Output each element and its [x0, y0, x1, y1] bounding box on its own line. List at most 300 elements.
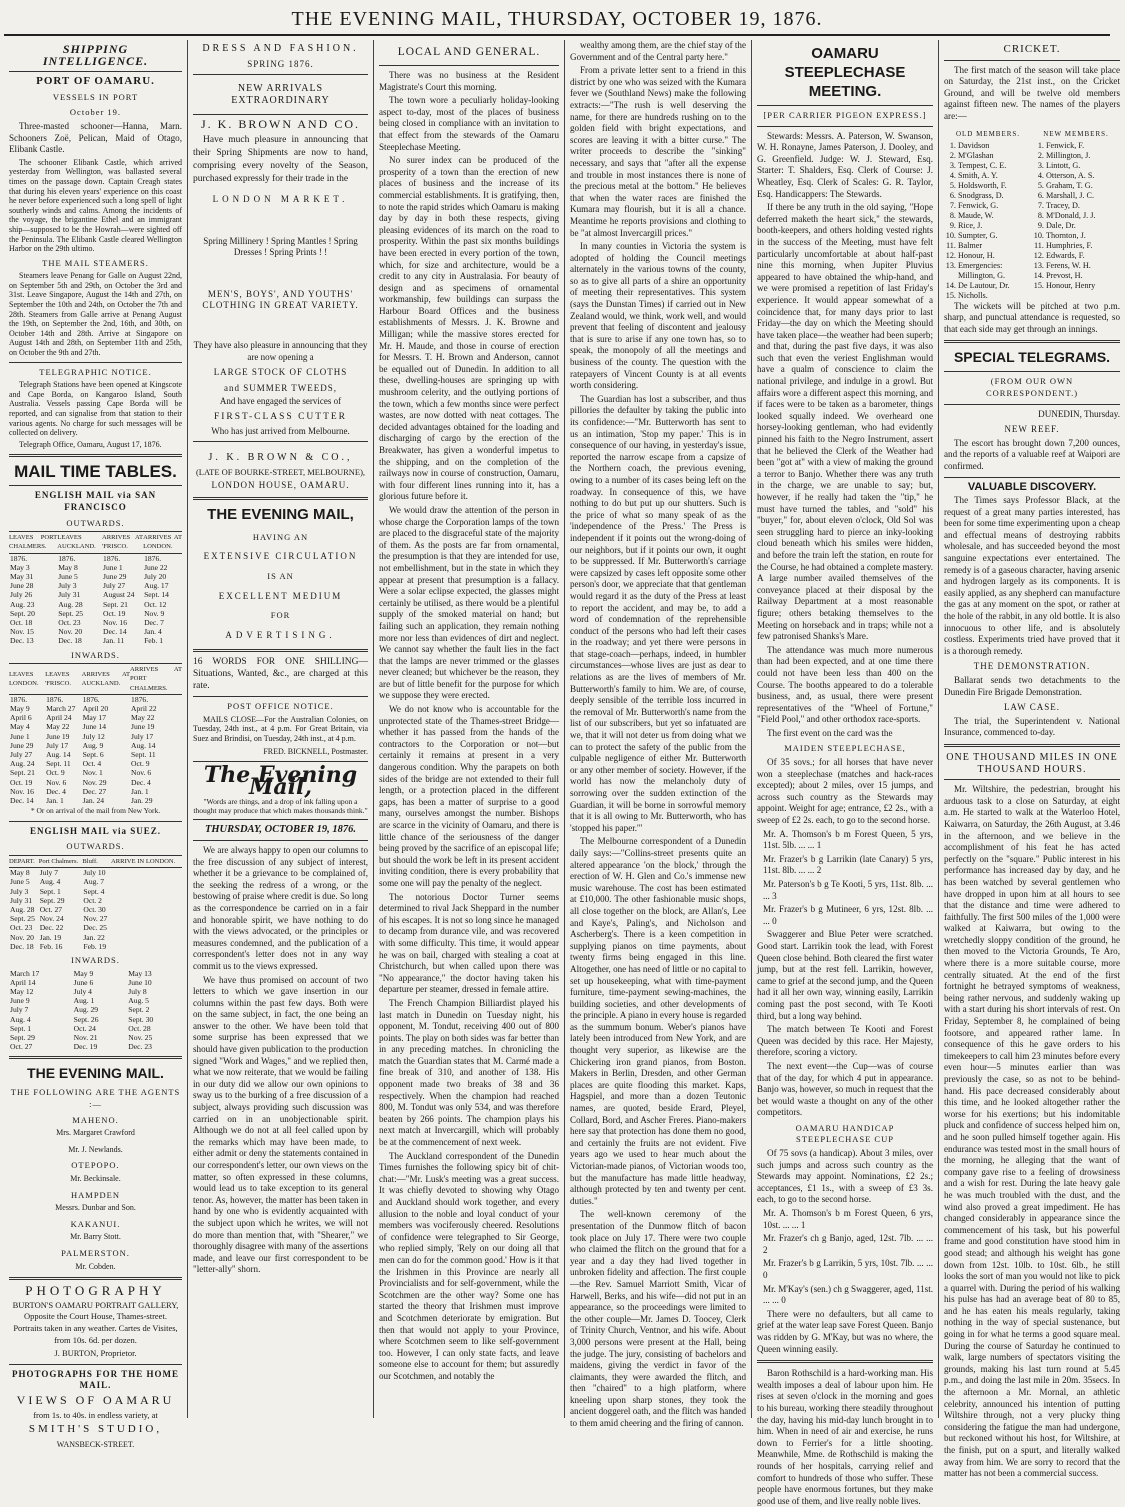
table-row	[9, 722, 182, 731]
table-cell: Sept. 1	[39, 886, 61, 896]
table-cell: Nov. 16	[103, 617, 127, 627]
article-paragraph: The Auckland correspondent of the Dunedin Times furnishes the following spicy bit of chit-chat:—"Mr. Lusk's meeting was a great success. It was chiefly devoted to showing why Otago and Auckland should work together, and every allusion to the noble and loyal conduct of your members was vociferously cheered. Resolutions of confidence were telegraphed to Sir George, who replied simply, 'Rely on our doing all that men can do for the common good.' How is it that the Irishmen in this Province are nearly all Provincialists and for self-government, while the Scotchmen are the other way? Some one has started the theory that Irishmen must improve and Scotchmen deteriorate by emigration. But then that would not apply to your Province, where Scotchmen seem to like self-government too. However, I can only state facts, and leave someone else to account for them; but assuredly our Scotchmen, and notably the	[379, 1150, 559, 1381]
table-cell: May 8	[10, 868, 30, 878]
divider	[193, 497, 368, 500]
member-name: 1. Davidson	[958, 141, 1032, 151]
table-cell: March 27	[46, 704, 76, 713]
studio-street: WANSBECK-STREET.	[56, 1439, 135, 1449]
table-cell: Jan. 11	[103, 636, 125, 646]
photo-sign: J. BURTON, Proprietor.	[54, 1348, 137, 1359]
article-paragraph: The French Champion Billiardist played his last match in Dunedin on Tuesday night, his opponent, M. Tondut, receiving 400 out of 800 points. The play on both sides was far better than in any preceding matches. In chronicling the match the Guardian states that M. Carmé made a fine break of 310, and another of 138. His opponent made two breaks of 38 and 36 respectively. When the champion had reached 800, M. Tondut was only 534, and was therefore beaten by 266 points. The champion plays his next match at Invercargill, which will probably be at the commencement of next week.	[379, 997, 559, 1148]
race-runner: Mr. Frazer's ch g Banjo, aged, 12st. 7lb. ... ... 2	[763, 1233, 933, 1255]
column-steeplechase	[752, 40, 939, 1506]
column-news-continued	[565, 40, 752, 1429]
cutter-text: And have engaged the services of	[219, 396, 342, 407]
table-cell: Oct. 27	[10, 1042, 33, 1052]
sf-heading: ENGLISH MAIL via SAN FRANCISCO	[34, 490, 157, 512]
table-row	[9, 896, 182, 905]
table-row	[9, 713, 182, 722]
member-name: 11. Balmer	[958, 241, 1032, 251]
divider	[944, 404, 1120, 405]
table-cell: Dec. 22	[39, 923, 64, 933]
divider	[193, 114, 368, 115]
table-header-cell: DEPART.	[9, 856, 39, 868]
firm2-place: LONDON HOUSE, OAMARU.	[211, 480, 350, 491]
table-cell: Aug. 29	[73, 1005, 99, 1015]
table-row	[9, 1033, 182, 1042]
table-row	[9, 1005, 182, 1014]
table-cell: May 9	[73, 968, 94, 978]
table-cell: Aug. 4	[39, 877, 61, 887]
member-name: 4. Otterson, A. S.	[1046, 171, 1120, 181]
table-cell: June 10	[128, 977, 152, 987]
divider	[9, 1056, 182, 1059]
table-cell: Aug. 14	[131, 740, 156, 750]
table-row	[9, 978, 182, 987]
suez-outwards-table	[9, 855, 182, 951]
article-paragraph: The Guardian has lost a subscriber, and thus pillories the defaulter by taking the public into its confidence:—"Mr. Butterworth has sent to us an intimation, 'Stop my paper.' This is in consequence of our having, in yesterday's issue, reported the narrow escape from a capsize of the Northern coach, the previous evening, owing to a number of its cases being left on the roadway. In consequence of this, we have nothing to do but put up our shutters. Such is the price of what so many speak of as the 'independence of the Press.' The Press is independent if it points out the wrong-doing of our neighbors, but if it points our own, it ought to be suppressed. If Mr. Butterworth's carriage were capsized by cases left opposite some other person's door, we appreciate that that gentleman would regard it as the duty of the Press at least to report the accident, and may be, to add a word of condemnation of the reprehensible conduct of the persons who had left their cases in the roadway; and yet there were persons in that stage-coach—perhaps, indeed, in humbler circumstances—whose lives are just as dear to relations as are the lives of members of Mr. Butterworth's family to him. We are, of course, deeply sensible of the terrible loss incurred in the removal of Mr. Butterworth's name from the list of our subscribers, but yet so infatuated are we, that it will not deter us from doing what we can to protect the safety of the public from the culpable negligence of either Mr. Butterworth or any other member of society. However, if the world has now the melancholy duty of sorrowing over the sudden extinction of the Guardian, it will be borne in sorrowful memory that it is all owing to Mr. Butterworth, who has 'stopped his paper.'"	[570, 393, 746, 833]
divider	[9, 821, 182, 822]
shipping-heading: SHIPPING INTELLIGENCE.	[42, 42, 149, 68]
article-paragraph: The Melbourne correspondent of a Dunedin daily says:—"Collins-street presents quite an altered appearance 'on the block,' through the erection of W. H. Glen and Co.'s immense new music warehouse. The cost has been estimated at £10,000. The other fashionable music shops, all close together on the block, are Allan's, Lee and Kaye's, Paling's, and Nicholson and Ascherberg's. There is a keen competition in supplying pianos on time payments, about twenty firms being engaged in this line. Altogether, one has need of little or no capital to set up housekeeping, what with time-payment furniture, time-payment sewing-machines, the building societies, and other developments of the principle. A piano in every house is regarded as the summum bonum. Weber's pianos have lately been introduced from New York, and are thought very superior, as likewise are the Chickering iron grand pianos, from Boston. Makers in Berlin, Dresden, and other German places are quite flooding this market. Kaps, Hagspiel, and more than a dozen Teutonic names, are quoted, beside Erard, Pleyel, Collard, Bord, and Ascher Freres. Piano-makers here say that protection has done them no good, and certainly the fruits are not evident. Five years ago we used to hear much about the Victorian-made pianos, of Victorian woods too, but the manufacture has made little headway, although protected by ten and twenty per cent. duties."	[570, 836, 747, 1206]
wickets-text: The wickets will be pitched at two p.m. sharp, and punctual attendance is requested, so that each side may get through an innings.	[944, 300, 1120, 334]
table-row	[9, 768, 182, 777]
table-cell: July 17	[131, 731, 154, 741]
newspaper-page	[4, 4, 1120, 1506]
table-cell: Nov. 9	[144, 608, 165, 618]
table-cell: May 12	[10, 987, 34, 997]
table-cell: July 8	[128, 987, 147, 997]
table-row	[9, 787, 182, 796]
race1-report2: The match between Te Kooti and Forest Queen was decided by this race. Her Majesty, therefore, scoring a victory.	[757, 1024, 933, 1058]
table-row	[9, 563, 182, 572]
table-header-cell: Bluff.	[82, 856, 111, 868]
firm2-name: J. K. BROWN & CO.,	[208, 452, 353, 464]
market-heading: LONDON MARKET.	[212, 193, 349, 204]
divider	[193, 840, 368, 841]
race-runner: Mr. A. Thomson's b m Forest Queen, 6 yrs, 10st. ... ... 1	[763, 1208, 933, 1230]
table-cell: Nov. 20	[58, 627, 83, 637]
spring-heading: SPRING 1876.	[247, 58, 314, 69]
table-cell: April 14	[10, 977, 36, 987]
divider	[379, 65, 559, 66]
vessels-date: October 19.	[69, 107, 122, 118]
table-cell: Oct. 23	[10, 923, 33, 933]
race-runner: Mr. Paterson's b g Te Kooti, 5 yrs, 11st. 8lb. ... ... 3	[763, 879, 933, 901]
member-name: 1. Fenwick, F.	[1046, 141, 1120, 151]
member-name: 15. Nicholls.	[958, 291, 1032, 301]
table-cell: July 12	[82, 731, 105, 741]
telegraphic-text: Telegraph Stations have been opened at Kingscote and Cape Borda, on Kangaroo Island, South Australia. Vessels passing Cape Borda will be reported, and can signalise from that station to their various agents. No charge for such messages will be collected on delivery.	[9, 380, 182, 438]
table-cell: Dec. 27	[82, 786, 107, 796]
table-cell: Oct. 23	[58, 617, 81, 627]
post-text: MAILS CLOSE—For the Australian Colonies, on Tuesday, 24th inst., at 4 p.m. For Great Britain, via Suez and Brindisi, on Tuesday, 24th inst., at 4 p.m.	[193, 714, 368, 743]
table-row	[9, 694, 182, 704]
miles-heading: ONE THOUSAND MILES IN ONE THOUSAND HOURS.	[946, 751, 1118, 775]
article-paragraph: The notorious Doctor Turner seems determined to rival Jack Sheppard in the number of his escapes. It is not so long since he managed to decamp from durance vile, and was recovered with some difficulty. This time, it would appear he was on bail, charged with stealing a coat at Christchurch, but when called upon there was "No appearance," the doctor having taken his departure per steamer, dressed in female attire.	[379, 891, 559, 995]
photo-heading: PHOTOGRAPHY	[25, 1283, 166, 1299]
divider	[9, 1364, 182, 1365]
table-row	[9, 923, 182, 932]
em-heading: THE EVENING MAIL,	[207, 505, 354, 523]
table-cell: Oct. 9	[46, 768, 65, 778]
member-name: 10. Thornton, J.	[1046, 231, 1120, 241]
mail-steamers-text: Steamers leave Penang for Galle on August 22nd, on September 5th and 29th, on October the 3rd and 31st. Leave Singapore, August the 14th and 27th, on September the 10th and 24th, on October the 7th and 28th. Steamers from Galle arrive at Penang August the 19th, on September the 2nd, 16th, and 30th, on October 14th and 28th. Arrive at Singapore on August 14th and 28th, on September 11th and 25th, on October the 9th and 27th.	[9, 271, 182, 358]
table-cell: May 8	[58, 562, 78, 572]
column-advertisements	[188, 40, 374, 1418]
news-paragraphs	[570, 40, 746, 1430]
table-row	[9, 905, 182, 914]
cutter-heading: FIRST-CLASS CUTTER	[213, 411, 348, 422]
local-paragraphs	[379, 70, 559, 1383]
table-row	[9, 618, 182, 627]
divider	[944, 60, 1120, 61]
table-cell: Sept. 6	[82, 750, 104, 760]
blackletter-title: The Evening Mail,	[203, 762, 358, 800]
table-cell: Dec. 25	[83, 923, 107, 933]
article-paragraph: If there be any truth in the old saying, "Hope deferred maketh the heart sick," the stewards, booth-keepers, and others holding vested rights in the success of the Meeting, must have felt particularly uncomfortable at about half-past nine this morning, when Jupiter Pluvius appeared to have obtained the whip-hand, and we were promised a repetition of last Friday's experience. It would appear somewhat of a coincidence that, for many days prior to last Friday—the day on which the Meeting should have taken place—the weather had been superb; and that, during the past five days, it was also such that even the veriest Englishman would have a qualm of conscience to claim the national privilege, and indulge in a growl. But affairs wore a different aspect this morning, and if faces were to be taken as a barometer, things looked squally indeed. We overheard one horsey-looking gentleman, who had evidently pinned his faith to the Negro Instrument, assert that he believed the Clerk of the Weather had been "got at" with a view of making the ground a terror to Banjo. Whether there was any truth in the charge, we are unable to say; but, however, if he really had taken the "tip," he must have turned the tables, and "sold" his "buyer," for, about eleven o'clock, Old Sol was seen struggling hard to pierce an inky-looking cloud beneath which his smiles were hidden, and before the train left the station, en route for the Course, he had obtained a complete mastery. A large number availed themselves of the conveyance placed at their disposal by the Railway Department at a most reasonable figure; others betaking themselves to the Meeting on horseback and in traps; while not a few patronised Shanks's Mare.	[757, 202, 933, 642]
miles-text: Mr. Wiltshire, the pedestrian, brought his arduous task to a close on Saturday, at eight a.m. He started to walk at the Waterloo Hotel, Kaiwarra, on Saturday, the 26th August, at 3.46 in the afternoon, and we believe in the accomplishment of his feat he has acted perfectly on the "square." Public interest in his performance has increased day by day, and he has been watched by several gentlemen who have dropped in upon him at all hours to see that the distance and time were adhered to faithfully. The first 500 miles of the 1,000 were walked at Kaiwarra, but owing to the wretchedly sloppy condition of the ground, he then moved to the Victoria Grounds, Te Aro, where there is a more suitable course, more centrally situated. At the end of the first fortnight he betrayed symptoms of weakness, being rather nervous, and suddenly waking up with a start during his short intervals of rest. On Friday, September 8, he complained of being footsore, and appeared rather lame. In consequence of this he gave orders to his timekeepers to call him 23 minutes before every even hour—5 minutes earlier than was previously the case, so as not to be behind-hand. His pace decreased considerably about this time, and he looked altogether rather the worse for his exertions; but his indomitable pluck and confidence of success helped him on, and he soon pulled himself together again. His endurance was tested most in the small hours of the morning, he alleging that the want of company gave rise to a feeling of drowsiness and a wish for rest. During the late heavy gale he was much troubled with the dust, and the wind also proved a great impediment. He has changed considerably in appearance since the commencement of his task, but his powerful frame and good constitution have stood him in good stead; and although his weight has gone down from 12st. 10lb. to 10st. 6lb., he still looks the sort of man you would not like to pick a quarrel with. During the period of his walking his pulse has had an average beat of 80 to 85, and he has eaten his meals regularly, taking nothing in the way of special sustenance, but going in for what he terms a good square meal. During the course of Saturday he continued to walk, large numbers of spectators visiting the grounds, making his last turn round at 5.45 p.m., and doing the last mile in 20m. 35secs. In the afternoon a Mr. Mornal, an athletic celebrity, announced his intention of putting Wiltshire through, not a very plucky thing considering the fatigue the man had undergone, but reckoned without his host, for Wiltshire, at the finish, put on a spurt, and literally walked away from him. We are sorry to record that the matter has not been a commercial success.	[944, 784, 1120, 1479]
table-cell: Sept. 11	[46, 759, 71, 769]
table-row	[9, 600, 182, 609]
table-cell: 1876.	[144, 553, 162, 563]
member-name: 2. Millington, J.	[1046, 151, 1120, 161]
table-cell: Oct. 30	[83, 905, 106, 915]
divider	[944, 744, 1120, 747]
evening-mail-heading: THE EVENING MAIL.	[27, 1065, 164, 1082]
em-extensive: EXTENSIVE CIRCULATION	[203, 551, 358, 562]
table-row	[9, 572, 182, 581]
table-cell: Oct. 19	[103, 608, 126, 618]
table-cell: June 5	[58, 571, 78, 581]
sf-note: * Or on arrival of the mail from New York.	[30, 806, 161, 816]
words-ad: 16 WORDS FOR ONE SHILLING—Situations, Wanted, &c., are charged at this rate.	[193, 657, 368, 691]
reef-text: The escort has brought down 7,200 ounces, and the reports of a valuable reef at Waipori are confirmed.	[944, 437, 1120, 471]
table-cell: Aug. 4	[10, 1014, 31, 1024]
photo-text: BURTON'S OAMARU PORTRAIT GALLERY, Opposite the Court House, Thames-street. Portraits taken in any weather. Cartes de Visites, from 10s. 6d. per dozen.	[12, 1299, 179, 1345]
table-cell: Aug. 24	[10, 759, 35, 769]
article-paragraph: We would draw the attention of the person in whose charge the Corporation lamps of the town are placed to the disgraceful state of the majority of them. As the posts are far from ornamental, the presumption is that they are intended for use, not embellishment, but in the state in which they appear at present that presumption is a fallacy. Were a solar eclipse expected, the glasses might certainly be utilised, as there would be a plentiful supply of the smoked material on hand; but failing such an application, they remain nothing more nor less than evidences of dirt and neglect. We cannot say whether the fault lies in the fact that the lamps are never trimmed or the glasses never cleaned; but whichever be the reason, they are but of little benefit for the purpose for which we suppose they were erected.	[379, 504, 559, 701]
table-row	[9, 778, 182, 787]
table-cell: Nov. 27	[83, 914, 108, 924]
table-cell: 1876.	[82, 694, 100, 704]
race1-heading: MAIDEN STEEPLECHASE,	[784, 743, 906, 754]
agent-place: OTEPOPO.	[71, 1160, 120, 1171]
race-runner: Mr. Frazer's b g Larrikin, 5 yrs, 10st. 7lb. ... ... 0	[763, 1258, 933, 1280]
table-cell: June 29	[10, 740, 34, 750]
new-members-list	[1032, 141, 1120, 291]
table-cell: April 24	[46, 713, 72, 723]
member-name: 12. Edwards, F.	[1046, 251, 1120, 261]
table-cell: Aug. 17	[144, 581, 169, 591]
table-cell: Nov. 24	[39, 914, 64, 924]
table-row	[9, 877, 182, 886]
em-is: IS AN	[267, 571, 294, 582]
table-cell: Sept. 25	[58, 608, 84, 618]
table-row	[9, 553, 182, 563]
table-cell: July 10	[83, 868, 106, 878]
table-row	[9, 704, 182, 713]
divider	[193, 696, 368, 697]
agents-heading: THE FOLLOWING ARE THE AGENTS :—	[10, 1087, 181, 1110]
cloths-text: They have also pleasure in announcing that they are now opening a	[193, 339, 368, 362]
table-cell: Nov. 29	[82, 777, 107, 787]
sf-inwards-table	[9, 663, 182, 805]
table-header-cell: LEAVES 'FRISCO.	[45, 664, 82, 695]
table-row	[9, 914, 182, 923]
divider	[757, 1360, 933, 1363]
table-header-cell: Port Chalmers.	[39, 856, 83, 868]
article-paragraph: We do not know who is accountable for the unprotected state of the Thames-street Bridge—whether it has passed from the hands of the contractors to the Corporation or not—but certainly it remains at present in a very dangerous condition. Why the parapets on both sides of the bridge are not extended to their full length, or a protection placed in the different gaps, has been a matter of surprise to a good many, ourselves amongst the number. Bishops are scarce in the vicinity of Oamaru, and there is little chance of the seriousness of the danger being proved by the sacrifice of an episcopal life; but should the work be left in its present accident inviting condition, there is every probability that some one will pay the penalty of the neglect.	[379, 704, 559, 888]
member-name: 5. Graham, T. G.	[1046, 181, 1120, 191]
table-cell: June 6	[73, 977, 94, 987]
agent-name: Mr. Beckinsale.	[70, 1174, 121, 1184]
member-name: 10. Sumpter, G.	[958, 231, 1032, 241]
schooner-para: The schooner Elibank Castle, which arrived yesterday from Wellington, was ballasted several times on the passage down. Captain Creagh states that during his eleven years' experience on this coast he never before experienced such a long spell of light southerly winds and calms. Among the incidents of the voyage, the brigantine Ethel and an immigrant ship—supposed to be the Howrah—were sighted off the Peninsula. The Elibank Castle cleared Wellington Harbor on the 29th ultimo.	[9, 157, 182, 254]
divider	[9, 454, 182, 457]
article-paragraph: wealthy among them, are the chief stay of the Government and of the Central party here."	[570, 40, 746, 62]
article-paragraph: The attendance was much more numerous than had been expected, and at one time there could not have been less than 400 on the Course. The booths appeared to do a tolerable business, and, as usual, there were present representatives of the "Wheel of Fortune," "Field Pool," and other orthodox race-sports.	[757, 644, 933, 725]
table-cell: Sept. 1	[10, 1023, 32, 1033]
column-cricket-telegrams	[939, 40, 1125, 1479]
agent-place: MAHENO.	[72, 1114, 119, 1125]
table-cell: Jan. 29	[131, 796, 153, 806]
suez-inwards-table	[9, 969, 182, 1052]
member-name: 8. Maude, W.	[958, 211, 1032, 221]
table-row	[9, 732, 182, 741]
table-cell: Nov. 1	[82, 768, 103, 778]
agent-name: Mr. Cobden.	[75, 1261, 116, 1271]
table-cell: Aug. 1	[73, 996, 95, 1006]
issue-date: THURSDAY, OCTOBER 19, 1876.	[204, 824, 357, 836]
steeplechase-subhead: [PER CARRIER PIGEON EXPRESS.]	[763, 110, 927, 120]
table-cell: Sept. 21	[10, 768, 35, 778]
demo-text: Ballarat sends two detachments to the Dunedin Fire Brigade Demonstration.	[944, 675, 1120, 697]
member-name: 7. Tracey, D.	[1046, 201, 1120, 211]
home-heading: PHOTOGRAPHS FOR THE HOME MAIL.	[12, 1368, 179, 1391]
table-cell: Aug. 28	[58, 599, 83, 609]
member-name: 6. Snodgrass, D.	[958, 191, 1032, 201]
law-heading: LAW CASE.	[1003, 702, 1061, 713]
table-cell: Oct. 19	[10, 777, 33, 787]
table-cell: July 7	[39, 868, 59, 878]
table-cell: Aug. 23	[10, 599, 35, 609]
table-cell: April 20	[82, 704, 109, 713]
table-header-cell: ARRIVES AT AUCKLAND.	[82, 664, 130, 695]
table-cell: June 9	[10, 996, 30, 1006]
table-row	[9, 590, 182, 599]
table-cell: Dec. 4	[131, 777, 151, 787]
table-cell: Feb. 19	[83, 941, 107, 951]
table-cell: Dec. 18	[10, 941, 34, 951]
race-runner: Mr. A. Thomson's b m Forest Queen, 5 yrs, 11st. 5lb. ... ... 1	[763, 828, 933, 851]
table-row	[9, 750, 182, 759]
table-cell: Oct. 2	[83, 895, 102, 905]
telegram-place: DUNEDIN, Thursday.	[1038, 408, 1120, 419]
member-name: 13. Ferens, W. H.	[1046, 261, 1120, 271]
member-name: 15. Honour, Henry	[1046, 281, 1120, 291]
cricket-heading: CRICKET.	[1003, 43, 1061, 55]
telegrams-heading: SPECIAL TELEGRAMS.	[953, 349, 1111, 366]
member-name: 8. M'Donald, J. J.	[1046, 211, 1120, 221]
agent-name: Mr. J. Newlands.	[68, 1144, 123, 1154]
divider	[757, 126, 933, 127]
table-cell: Jan. 1	[131, 786, 149, 796]
divider	[193, 819, 368, 820]
suez-heading: ENGLISH MAIL via SUEZ.	[29, 825, 162, 836]
table-row	[9, 996, 182, 1005]
table-cell: Dec. 23	[128, 1042, 152, 1052]
divider	[944, 371, 1120, 372]
table-cell: 1876.	[46, 694, 64, 704]
table-cell: May 22	[46, 722, 70, 732]
table-cell: Jan. 1	[46, 796, 64, 806]
table-cell: July 27	[10, 750, 33, 760]
table-cell: Nov. 6	[46, 777, 67, 787]
table-cell: Oct. 24	[73, 1023, 96, 1033]
member-name: 13. Emergencies: Millington, G.	[958, 261, 1032, 281]
table-cell: July 7	[10, 1005, 29, 1015]
law-text: The trial, the Superintendent v. National Insurance, commenced to-day.	[944, 715, 1120, 738]
old-members-block	[944, 125, 1032, 301]
table-cell: March 17	[10, 968, 40, 978]
member-name: 9. Dale, Dr.	[1046, 221, 1120, 231]
column-local-general	[374, 40, 565, 1418]
outwards-heading: OUTWARDS.	[66, 841, 125, 852]
race2-report: There were no defaulters, but all came to grief at the water leap save Forest Queen. Banjo was ridden by G. M'Kay, but was no where, the Queen winning easily.	[757, 1308, 933, 1354]
article-paragraph: We are always happy to open our columns to the free discussion of any subject of interest, whether it be a grievance to be complained of, the seeking the redress of a wrong, or the bestowing of praise where credit is due. So long as the correspondence be carried on in a fair and honorable spirit, we have nothing to do with the views advocated, or the principles or measures condemned, and the publication of a correspondent's letter does not in any way commit us to the views expressed.	[193, 844, 369, 971]
table-cell: April 6	[10, 713, 32, 723]
mail-steamers-heading: THE MAIL STEAMERS.	[42, 257, 149, 268]
table-cell: May 31	[10, 571, 34, 581]
telegraphic-sign: Telegraph Office, Oamaru, August 17, 1876.	[19, 439, 162, 449]
member-name: 9. Rice, J.	[958, 221, 1032, 231]
table-header-cell: LEAVES PORT CHALMERS.	[9, 532, 57, 553]
divider	[757, 105, 933, 106]
race-runner: Mr. Frazer's b g Mutineer, 6 yrs, 12st. 8lb. ... ... 0	[763, 904, 933, 926]
table-cell: Oct. 12	[144, 599, 167, 609]
em-advertising: ADVERTISING.	[225, 629, 336, 640]
table-cell: July 27	[103, 581, 126, 591]
vessels-heading: VESSELS IN PORT	[52, 91, 139, 102]
table-cell: Feb. 1	[144, 636, 164, 646]
table-cell: Sept. 29	[10, 1033, 35, 1043]
table-cell: Sept. 30	[128, 1014, 154, 1024]
table-cell: Nov. 25	[128, 1033, 153, 1043]
agents-list	[9, 1115, 182, 1273]
dress-heading: DRESS AND FASHION.	[202, 43, 359, 54]
table-cell: Sept. 21	[103, 599, 128, 609]
table-cell: Dec. 14	[10, 796, 34, 806]
table-cell: June 29	[103, 571, 127, 581]
race-runner: Mr. M'Kay's (sen.) ch g Swaggerer, aged, 11st. ... ... 0	[763, 1283, 933, 1306]
steeplechase-heading: OAMARU STEEPLECHASE MEETING.	[784, 45, 906, 100]
demo-heading: THE DEMONSTRATION.	[973, 661, 1091, 672]
table-cell: Jan. 4	[144, 627, 162, 637]
new-members-block	[1032, 125, 1120, 301]
old-members-list	[944, 141, 1032, 301]
table-cell: Feb. 16	[39, 941, 63, 951]
agent-name: Messrs. Dunbar and Son.	[55, 1203, 136, 1213]
member-name: 12. Honour, H.	[958, 251, 1032, 261]
table-cell: Oct. 28	[128, 1023, 151, 1033]
table-row	[9, 741, 182, 750]
cricket-teams	[944, 125, 1120, 301]
firm-name: J. K. BROWN AND CO.	[200, 117, 360, 132]
agent-name: Mrs. Margaret Crawford	[56, 1128, 135, 1138]
studio-name: SMITH'S STUDIO,	[28, 1423, 163, 1436]
table-cell: July 3	[58, 581, 77, 591]
article-paragraph: From a private letter sent to a friend in this district by one who was seized with the Kumara fever we (Southland News) make the following extracts:—"The rush is well deserving the name, for there are hundreds rushing on to the golden field with bright expectations, and scores are leaving it with a bitter curse." The writer proceeds to describe the "sinking" necessary, and says that "after all the expense and trouble in most instances there is none of the precious metal at the bottom." He believes that when the water races are finished the Kumara may flourish, but it is all a chance. Meantime he reports provisions and clothing to be "at almost Invercargill prices."	[570, 65, 746, 238]
divider	[944, 477, 1120, 478]
post-sign: FRED. BICKNELL, Postmaster.	[263, 746, 368, 756]
views-text: from 1s. to 40s. in endless variety, at	[33, 1409, 158, 1420]
table-cell: May 4	[10, 722, 30, 732]
table-cell: Dec. 13	[10, 636, 34, 646]
table-cell: Dec. 14	[103, 627, 127, 637]
table-cell: Sept. 20	[10, 608, 35, 618]
new-members-heading: NEW MEMBERS.	[1043, 129, 1109, 138]
article-paragraph: The town wore a peculiarly holiday-looking aspect to-day, most of the places of business being closed in compliance with an invitation to that effect from the stewards of the Oamaru Steeplechase Meeting.	[379, 95, 559, 152]
rothschild-para: Baron Rothschild is a hard-working man. His wealth imposes a deal of labour upon him. He rises at seven o'clock in the morning and goes to his bureau, working there steadily throughout the day, having his mid-day lunch brought in to him. When in need of air and exercise, he runs down to Ferrier's for a little shooting. Meanwhile, Mme. de Rothschild is making the rounds of her hospitals, carrying relief and comfort to hundreds of those who suffer. These people have enormous fortunes, but they make good use of them, and live really noble lives.	[757, 1368, 933, 1506]
table-cell: Aug. 14	[46, 750, 71, 760]
divider	[9, 71, 182, 72]
table-cell: July 31	[10, 895, 33, 905]
table-header-cell: ARRIVE IN LONDON.	[111, 856, 182, 868]
outwards-heading: OUTWARDS.	[66, 517, 125, 528]
table-row	[9, 759, 182, 768]
table-cell: May 9	[10, 704, 30, 713]
local-heading: LOCAL AND GENERAL.	[397, 46, 541, 58]
table-cell: Dec. 7	[144, 617, 164, 627]
table-cell: Sept. 25	[10, 914, 35, 924]
table-cell: Jan. 19	[39, 932, 62, 942]
table-cell: Sept. 26	[73, 1014, 99, 1024]
agent-name: Mr. Barry Stott.	[70, 1232, 121, 1242]
em-having: HAVING AN	[252, 531, 309, 542]
em-for: FOR	[270, 610, 291, 621]
table-cell: 1876.	[58, 553, 76, 563]
table-cell: July 3	[10, 886, 29, 896]
divider	[944, 340, 1120, 343]
table-cell: April 22	[131, 704, 157, 713]
agent-place: HAMPDEN	[70, 1189, 121, 1200]
port-heading: PORT OF OAMARU.	[36, 75, 155, 88]
table-cell: Nov. 6	[131, 768, 152, 778]
clothing-heading: MEN'S, BOYS', AND YOUTHS' CLOTHING IN GREAT VARIETY.	[202, 288, 359, 311]
member-name: 7. Fenwick, G.	[958, 201, 1032, 211]
table-cell: May 17	[82, 713, 107, 723]
table-row	[9, 636, 182, 645]
firm-text: Have much pleasure in announcing that their Spring Shipments are now to hand, comprising every novelty of the Season, purchased expressly for their trade in the	[193, 134, 368, 184]
table-row	[9, 627, 182, 636]
table-cell: Aug. 28	[10, 905, 35, 915]
table-cell: Oct. 4	[82, 759, 102, 769]
table-cell: Nov. 15	[10, 627, 34, 637]
table-cell: May 13	[128, 968, 152, 978]
divider	[944, 779, 1120, 780]
stewards-text: Stewards: Messrs. A. Paterson, W. Swanson, W. H. Ronayne, James Paterson, J. Dooley, and G. Greenfield. Judge: W. J. Steward, Esq. Starter: T. Shalders, Esq. Clerk of Course: J. Wheatley, Esq. Clerk of Scales: G. R. Taylor, Esq. Handicappers: The Stewards.	[757, 130, 933, 199]
table-cell: June 14	[82, 722, 107, 732]
member-name: 14. De Lautour, Dr.	[958, 281, 1032, 291]
table-cell: Nov. 16	[10, 786, 34, 796]
article-paragraph: In many counties in Victoria the system is adopted of holding the Council meetings alternately in the various towns of the county, so as to give all parts of a shire an opportunity of meeting their representatives. This system (says the Dunstan Times) if carried out in New Zealand would, we think, work well, and would prevent that feeling of discontent and jealousy that is sure to arise if any one town has, so to speak, the monopoly of all the meetings and business of the county. The question with the ratepayers of Vincent County is at all events worth considering.	[570, 241, 746, 391]
member-name: 5. Holdsworth, F.	[958, 181, 1032, 191]
em-medium: EXCELLENT MEDIUM	[218, 590, 343, 601]
race2-heading: OAMARU HANDICAP STEEPLECHASE CUP	[795, 1122, 895, 1145]
table-cell: May 22	[131, 713, 155, 723]
table-cell: Oct. 9	[131, 759, 150, 769]
